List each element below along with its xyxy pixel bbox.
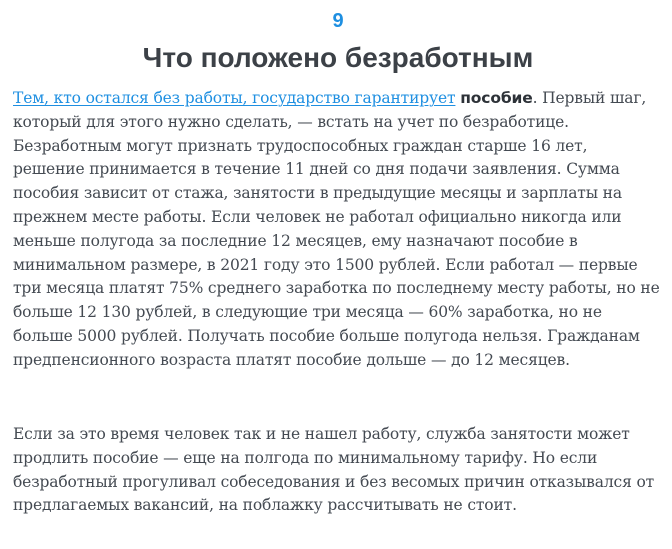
paragraph xyxy=(13,87,663,373)
unemployment-guarantee-link[interactable]: Тем, кто остался без работы, государство гарантирует xyxy=(13,89,456,107)
paragraph xyxy=(13,423,663,518)
section-title: Что положено безработным xyxy=(142,42,534,73)
benefit-term: пособие xyxy=(460,89,533,107)
paragraph-text: Если за это время человек так и не нашел работу, служба занятости может продлить пособие — еще на полгода по минимальному тарифу. Но если безработный прогуливал собеседования и без весомых причин отказывался от предлагаемых вакансий, на поблажку рассчитывать не стоит. xyxy=(13,425,655,515)
paragraph-text: . Первый шаг, который для этого нужно сделать, — встать на учет по безработице. Безработным могут признать трудоспособных граждан старше 16 лет, решение принимается в течение 11 дней со дня подачи заявления. Сумма пособия зависит от стажа, занятости в предыдущие месяцы и зарплаты на прежнем месте работы. Если человек не работал официально никогда или меньше полугода за последние 12 месяцев, ему назначают пособие в минимальном размере, в 2021 году это 1500 рублей. Если работал — первые три месяца платят 75% среднего заработка по последнему месту работы, но не больше 12 130 рублей, в следующие три месяца — 60% заработка, но не больше 5000 рублей. Получать пособие больше полугода нельзя. Гражданам предпенсионного возраста платят пособие дольше — до 12 месяцев. xyxy=(13,89,660,369)
section-number: 9 xyxy=(332,10,344,32)
